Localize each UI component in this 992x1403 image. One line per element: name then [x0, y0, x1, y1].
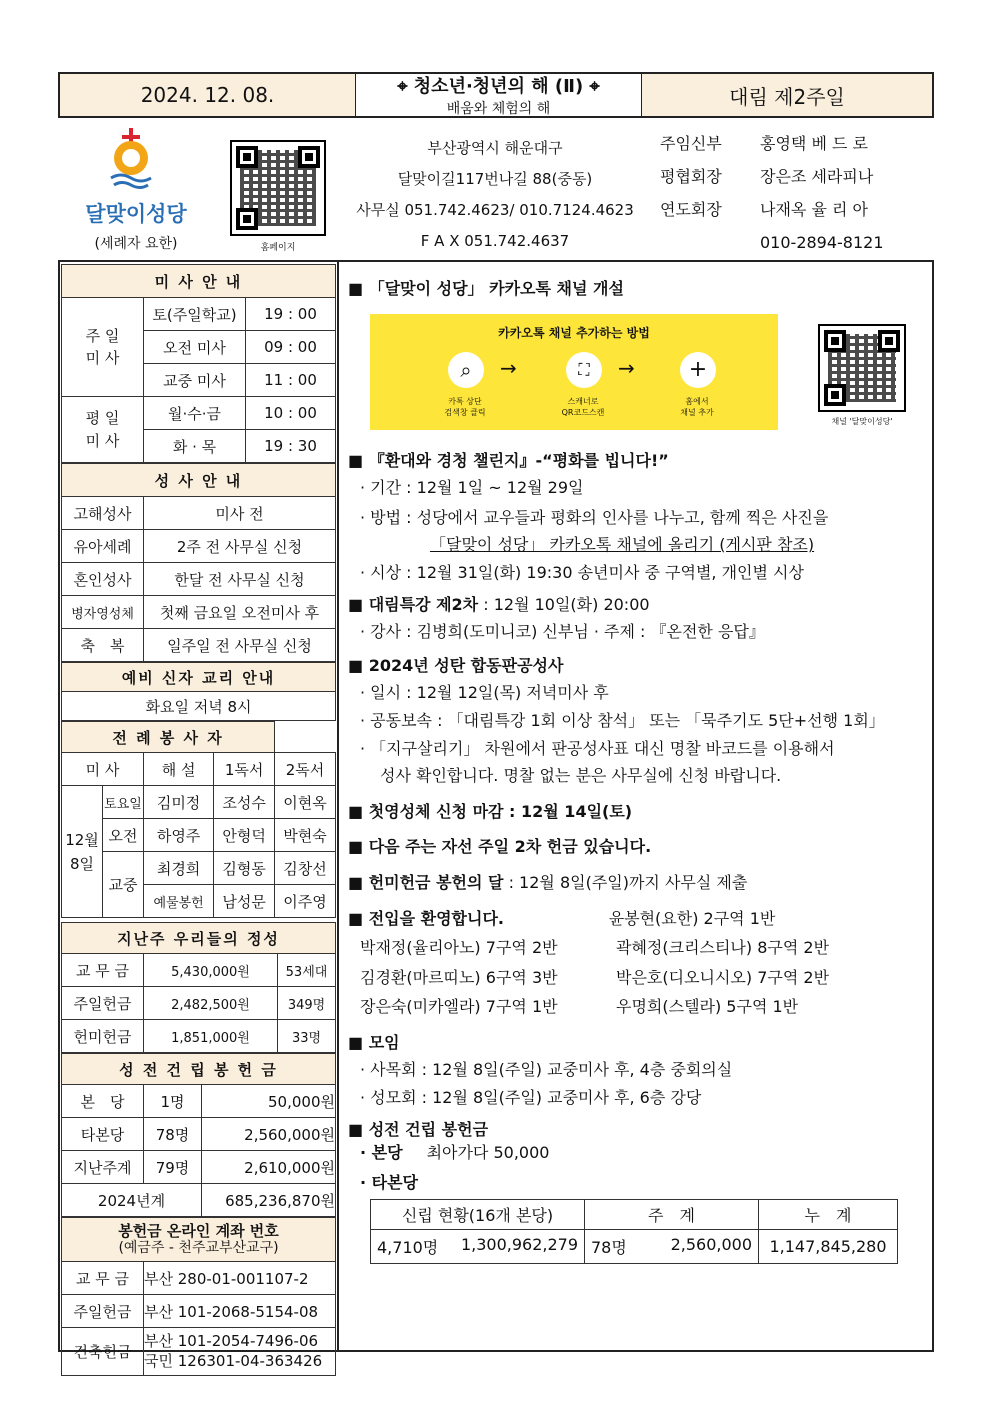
catechumen-table [61, 662, 336, 721]
building-year-amount: 685,236,870원 [202, 1184, 336, 1217]
build-table-value: 4,710명 [377, 1238, 439, 1258]
kakao-section [348, 314, 928, 440]
liturgical-week: 대림 제2주일 [729, 84, 845, 109]
welcome-person: 장은숙(미카엘라) 7구역 1반 [360, 997, 558, 1017]
server-mass: 오전 [103, 819, 144, 852]
welcome-title: 전입을 환영합니다. [368, 908, 504, 928]
offering-name: 헌미헌금 [62, 1020, 144, 1053]
account-name: 교 무 금 [62, 1262, 144, 1295]
server-name: 최경희 [144, 852, 214, 885]
mass-name: 월·수·금 [144, 397, 246, 430]
offering-amount: 2,482,500원 [144, 987, 278, 1020]
offering-count: 33명 [278, 1020, 336, 1053]
offering-table [61, 922, 336, 1053]
build-headline-text: 성전 건립 봉헌금 [368, 1119, 489, 1139]
build-table-header: 누 계 [759, 1200, 898, 1230]
welcome-person: 박재정(율리아노) 7구역 2반 [360, 938, 558, 958]
meeting-headline: ■ 모임 [348, 1032, 400, 1052]
server-name: 남성문 [214, 885, 275, 918]
rice-notice: ■ 헌미헌금 봉헌의 달 : 12월 8일(주일)까지 사무실 제출 [348, 872, 748, 892]
build-table-cell [371, 1230, 585, 1264]
penance-line: · 공동보속 : 「대림특강 1회 이상 참석」 또는 「묵주기도 5단+선행 1회」 [360, 710, 885, 730]
homepage-qr-label: 홈페이지 [260, 243, 296, 253]
collection-notice: ■ 다음 주는 자선 주일 2차 헌금 있습니다. [348, 837, 652, 857]
build-table-header: 주 계 [585, 1200, 759, 1230]
sacrament-value: 2주 전 사무실 신청 [144, 530, 336, 563]
building-amount: 50,000원 [202, 1085, 336, 1118]
challenge-headline: ■ 『환대와 경청 챌린지』-“평화를 빕니다!” [348, 450, 669, 470]
offering-amount: 5,430,000원 [144, 954, 278, 987]
building-amount: 2,560,000원 [202, 1118, 336, 1151]
staff-row: 평협회장 장은조 세라피나 [660, 167, 874, 186]
server-name: 하영주 [144, 819, 214, 852]
offering-name: 교 무 금 [62, 954, 144, 987]
challenge-line: 「달맞이 성당」 카카오톡 채널에 올리기 (게시판 참조) [430, 535, 815, 555]
sunday-mass-label: 주 일 미 사 [62, 298, 144, 397]
welcome-headline: ■ 전입을 환영합니다. 윤봉현(요한) 2구역 1반 [348, 908, 776, 928]
mass-name: 화 · 목 [144, 430, 246, 463]
server-name: 이현옥 [275, 786, 336, 819]
meeting-line: · 성모회 : 12월 8일(주일) 교중미사 후, 6층 강당 [360, 1088, 702, 1108]
build-table-header: 신립 현황(16개 본당) [371, 1200, 585, 1230]
offering-count: 349명 [278, 987, 336, 1020]
account-name: 건축헌금 [62, 1328, 144, 1376]
servers-header: 1독서 [214, 753, 275, 786]
building-fund-table [61, 1053, 336, 1217]
mass-schedule-table [61, 264, 336, 463]
penance-line: · 일시 : 12월 12일(목) 저녁미사 후 [360, 683, 609, 703]
server-name: 박현숙 [275, 819, 336, 852]
parish-address [340, 133, 650, 257]
penance-line: 성사 확인합니다. 명찰 없는 분은 사무실에 신청 바랍니다. [380, 766, 782, 786]
mass-title: 미 사 안 내 [62, 265, 336, 298]
mass-time: 11 : 00 [246, 364, 336, 397]
communion-text: 첫영성체 신청 마감 : 12월 14일(토) [368, 801, 633, 821]
servers-header: 해 설 [144, 753, 214, 786]
building-count: 79명 [144, 1151, 202, 1184]
server-mass: 토요일 [103, 786, 144, 819]
sacrament-name: 고해성사 [62, 497, 144, 530]
penance-headline-text: 2024년 성탄 합동판공성사 [368, 655, 564, 675]
penance-line: · 「지구살리기」 차원에서 판공성사표 대신 명찰 바코드를 이용해서 [360, 738, 835, 758]
welcome-row [348, 996, 928, 1018]
welcome-person: 박은호(디오니시오) 7구역 2반 [616, 967, 830, 987]
build-status-table [370, 1199, 898, 1264]
address-line-1: 부산광역시 해운대구 [427, 139, 563, 157]
welcome-person: 김경환(마르띠노) 6구역 3반 [360, 967, 558, 987]
building-amount: 2,610,000원 [202, 1151, 336, 1184]
building-count: 1명 [144, 1085, 202, 1118]
kakao-banner-title: 카카오톡 채널 추가하는 방법 [498, 325, 650, 340]
accounts-title [62, 1218, 336, 1262]
server-name: 조성수 [214, 786, 275, 819]
kakao-qr-label: 채널 '달맞이성당' [831, 416, 893, 426]
scan-icon: ⛶ [566, 352, 602, 388]
parish-patron: (세례자 요한) [94, 236, 178, 252]
challenge-headline-text: 『환대와 경청 챌린지』-“평화를 빕니다!” [368, 450, 669, 470]
account-name: 주일헌금 [62, 1295, 144, 1328]
build-headline: ■ 성전 건립 봉헌금 [348, 1119, 489, 1139]
accounts-subtitle: (예금주 - 천주교부산교구) [118, 1240, 279, 1257]
challenge-line: · 기간 : 12월 1일 ~ 12월 29일 [360, 478, 584, 498]
collection-text: 다음 주는 자선 주일 2차 헌금 있습니다. [368, 837, 652, 857]
sacrament-value: 첫째 금요일 오전미사 후 [144, 596, 336, 629]
sacrament-name: 혼인성사 [62, 563, 144, 596]
account-number[interactable]: 부산 101-2068-5154-08 [144, 1295, 336, 1328]
mass-name: 토(주일학교) [144, 298, 246, 331]
offering-count: 53세대 [278, 954, 336, 987]
kakao-step: 카톡 상단 검색창 클릭 [444, 396, 486, 417]
sacrament-title: 성 사 안 내 [62, 464, 336, 497]
challenge-line: · 시상 : 12월 31일(화) 19:30 송년미사 중 구역별, 개인별 시상 [360, 562, 804, 582]
server-name: 김미정 [144, 786, 214, 819]
rice-text: : 12월 8일(주일)까지 사무실 제출 [503, 872, 748, 892]
advent-line: · 강사 : 김병희(도미니코) 신부님 · 주제 : 『온전한 응답』 [360, 622, 765, 642]
server-name: 김창선 [275, 852, 336, 885]
arrow-right-icon: → [500, 355, 517, 380]
sacrament-name: 축 복 [62, 629, 144, 662]
mass-time: 09 : 00 [246, 331, 336, 364]
kakao-headline-text: 「달맞이 성당」 카카오톡 채널 개설 [368, 279, 624, 298]
account-number[interactable]: 국민 126301-04-363426 [144, 1351, 323, 1370]
building-name: 본 당 [62, 1085, 144, 1118]
accounts-title-text: 봉헌금 온라인 계좌 번호 [118, 1222, 279, 1241]
accounts-table [61, 1217, 336, 1376]
fax-number: F A X 051.742.4637 [420, 232, 570, 250]
server-mass: 교중 [103, 852, 144, 918]
rice-title: 헌미헌금 봉헌의 달 [368, 872, 504, 892]
welcome-person: 곽혜정(크리스티나) 8구역 2반 [616, 938, 830, 958]
servers-date: 12월 8일 [62, 786, 103, 918]
plus-icon: + [680, 352, 716, 388]
sacrament-name: 병자영성체 [62, 596, 144, 629]
build-table-value: 1,147,845,280 [759, 1230, 898, 1264]
mass-time: 19 : 30 [246, 430, 336, 463]
penance-headline: ■ 2024년 성탄 합동판공성사 [348, 655, 564, 675]
account-number[interactable]: 부산 280-01-001107-2 [144, 1262, 336, 1295]
servers-header: 미 사 [62, 753, 144, 786]
build-table-value: 2,560,000 [670, 1235, 752, 1255]
building-title: 성 전 건 립 봉 헌 금 [62, 1054, 336, 1085]
contact-phone: 010-2894-8121 [760, 233, 884, 252]
server-name: 이주영 [275, 885, 336, 918]
sacrament-table [61, 463, 336, 662]
welcome-person: 윤봉현(요한) 2구역 1반 [608, 908, 776, 928]
kakao-channel-qr-code[interactable] [818, 324, 906, 412]
sacrament-value: 일주일 전 사무실 신청 [144, 629, 336, 662]
sacrament-name: 유아세례 [62, 530, 144, 563]
communion-notice: ■ 첫영성체 신청 마감 : 12월 14일(토) [348, 801, 633, 821]
catechumen-time: 화요일 저녁 8시 [62, 692, 336, 721]
theme-title: ⌖ 청소년·청년의 해 (Ⅱ) ⌖ [397, 76, 600, 97]
mass-time: 10 : 00 [246, 397, 336, 430]
servers-table [61, 721, 336, 918]
right-column [348, 278, 928, 1264]
offering-amount: 1,851,000원 [144, 1020, 278, 1053]
search-icon: ⌕ [448, 352, 484, 388]
server-role: 예물봉헌 [144, 885, 214, 918]
build-main [348, 1142, 928, 1164]
year-theme [356, 74, 642, 116]
left-column [61, 264, 336, 1376]
building-year-label: 2024년계 [62, 1184, 202, 1217]
kakao-step: 스캐너로 QR코드스캔 [561, 396, 605, 417]
staff-row: 연도회장 나재옥 율 리 아 [660, 200, 868, 219]
arrow-right-icon: → [618, 355, 635, 380]
welcome-row [348, 967, 928, 989]
sacrament-value: 미사 전 [144, 497, 336, 530]
advent-time: : 12월 10일(화) 20:00 [478, 594, 650, 614]
account-number[interactable]: 부산 101-2054-7496-06 [144, 1332, 319, 1350]
build-other-label: · 타본당 [360, 1172, 419, 1192]
staff-list [660, 127, 910, 259]
address-line-2: 달맞이길117번나길 88(중동) [397, 170, 593, 188]
catechumen-title: 예비 신자 교리 안내 [62, 663, 336, 692]
mass-time: 19 : 00 [246, 298, 336, 331]
meeting-line: · 사목회 : 12월 8일(주일) 교중미사 후, 4층 중회의실 [360, 1060, 733, 1080]
kakao-banner [370, 314, 778, 430]
servers-header: 2독서 [275, 753, 336, 786]
offering-name: 주일헌금 [62, 987, 144, 1020]
advent-headline: ■ 대림특강 제2차 : 12월 10일(화) 20:00 [348, 594, 650, 614]
build-table-value: 1,300,962,279 [460, 1235, 578, 1255]
build-main-value: 최아가다 50,000 [426, 1143, 550, 1163]
header-bar [58, 72, 934, 118]
staff-row: 주임신부 홍영택 베 드 로 [660, 134, 868, 153]
welcome-person: 우명희(스텔라) 5구역 1반 [616, 997, 799, 1017]
building-name: 지난주계 [62, 1151, 144, 1184]
server-name: 김형동 [214, 852, 275, 885]
build-table-value: 78명 [591, 1238, 627, 1258]
column-divider [337, 260, 339, 1352]
build-table-cell [585, 1230, 759, 1264]
mass-name: 오전 미사 [144, 331, 246, 364]
build-main-label: · 본당 [360, 1143, 403, 1163]
office-phone: 사무실 051.742.4623/ 010.7124.4623 [356, 201, 634, 219]
server-name: 안형덕 [214, 819, 275, 852]
bulletin-date: 2024. 12. 08. [60, 74, 356, 116]
advent-title: 대림특강 제2차 [368, 594, 479, 614]
building-name: 타본당 [62, 1118, 144, 1151]
kakao-step: 홈에서 채널 추가 [680, 396, 714, 417]
weekday-mass-label: 평 일 미 사 [62, 397, 144, 463]
meeting-headline-text: 모임 [368, 1032, 400, 1052]
welcome-row [348, 937, 928, 959]
homepage-qr-code[interactable] [230, 140, 326, 236]
parish-name: 달맞이성당 [85, 202, 187, 226]
theme-subtitle: 배움와 체험의 해 [446, 101, 551, 117]
offering-title: 지난주 우리들의 정성 [62, 923, 336, 954]
building-count: 78명 [144, 1118, 202, 1151]
challenge-line: · 방법 : 성당에서 교우들과 평화의 인사를 나누고, 함께 찍은 사진을 [360, 507, 829, 527]
sacrament-value: 한달 전 사무실 신청 [144, 563, 336, 596]
kakao-headline: ■ 「달맞이 성당」 카카오톡 채널 개설 [348, 279, 624, 298]
mass-name: 교중 미사 [144, 364, 246, 397]
servers-title: 전 례 봉 사 자 [62, 722, 275, 753]
